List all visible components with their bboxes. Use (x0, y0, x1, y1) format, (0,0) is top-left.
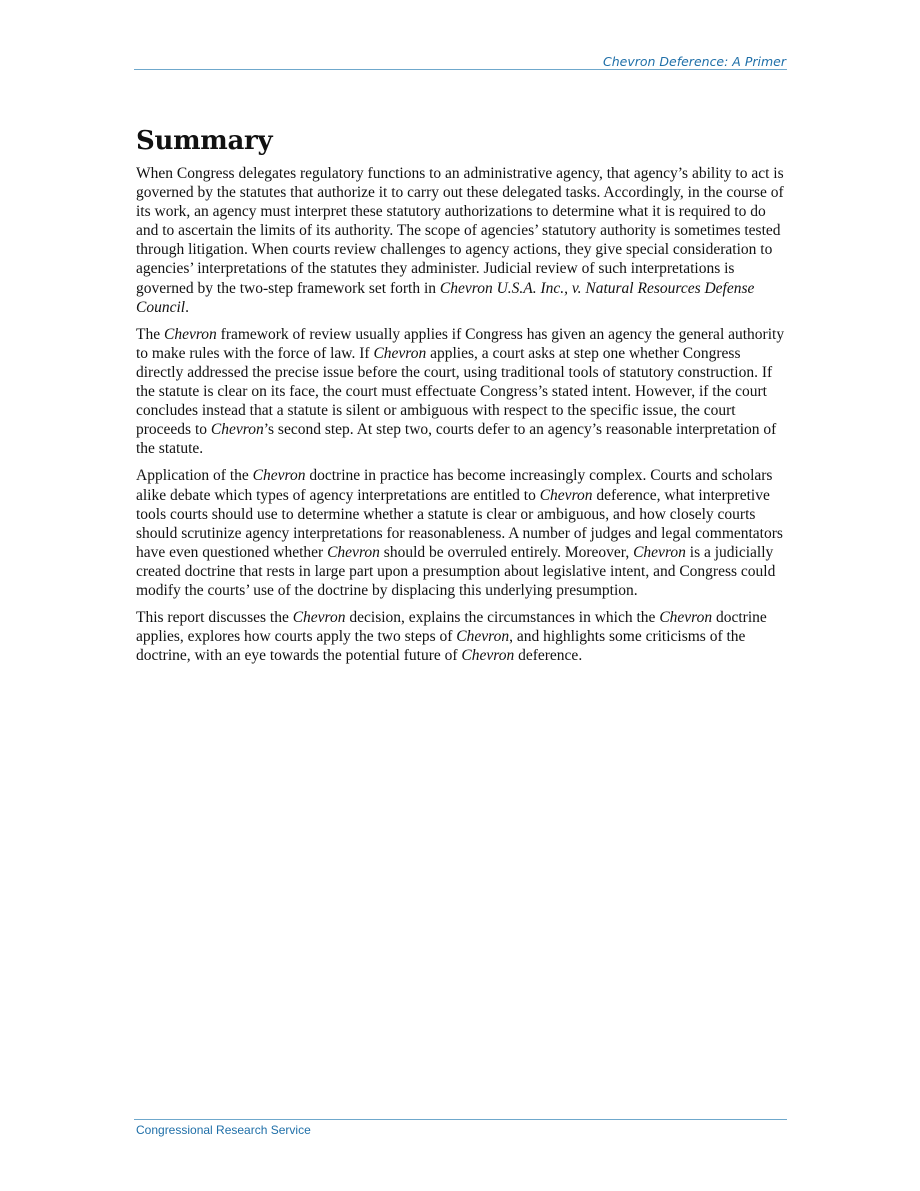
text-run: deference. (514, 647, 583, 665)
text-run: doctrine in practice has become increasingly complex. Courts and scholars alike debate which types of agency interpretations are entitled to (136, 467, 773, 504)
paragraph-3 (136, 466, 788, 600)
italic-term: Chevron (252, 467, 306, 485)
italic-term: Chevron (210, 421, 264, 439)
text-run: applies, a court asks at step one whether Congress directly addressed the precise issue before the court, using traditional tools of statutory construction. If the statute is clear on its face, the court must effectuate Congress’s stated intent. However, if the court concludes instead that a statute is silent or ambiguous with respect to the specific issue, the court proceeds to (136, 344, 773, 439)
text-run: , and highlights some criticisms of the doctrine, with an eye towards the potential future of (136, 628, 746, 665)
text-run: is a judicially created doctrine that rests in large part upon a presumption about legislative intent, and Congress could modify the courts’ use of the doctrine by displacing this underlying presumption. (136, 543, 776, 599)
case-citation: Chevron U.S.A. Inc., v. Natural Resources Defense Council (136, 279, 755, 316)
italic-term: Chevron (633, 543, 686, 561)
italic-term: Chevron (539, 486, 593, 504)
text-run: decision, explains the circumstances in which the (345, 609, 660, 627)
text-run: deference, what interpretive tools courts should use to determine whether a statute is clear or ambiguous, and how closely courts should scrutinize agency interpretations for reasonableness. A number of judges and legal commentators have even questioned whether (136, 486, 783, 561)
text-run: The (136, 325, 164, 343)
footer-publisher: Congressional Research Service (136, 1123, 311, 1137)
text-run: framework of review usually applies if Congress has given an agency the general authority to make rules with the force of law. If (136, 325, 785, 362)
italic-term: Chevron (659, 609, 713, 627)
text-run: doctrine applies, explores how courts apply the two steps of (136, 609, 767, 646)
summary-section (136, 124, 788, 673)
running-header-title: Chevron Deference: A Primer (602, 54, 786, 69)
text-run: Application of the (136, 467, 253, 485)
italic-term: Chevron (461, 647, 515, 665)
paragraph-4 (136, 608, 788, 665)
text-run: This report discusses the (136, 609, 293, 627)
text-run: ’s second step. At step two, courts defer to an agency’s reasonable interpretation of the statute. (136, 421, 777, 458)
paragraph-1 (136, 164, 788, 317)
section-heading: Summary (136, 126, 273, 156)
italic-term: Chevron (163, 325, 217, 343)
italic-term: Chevron (327, 543, 380, 561)
italic-term: Chevron (456, 628, 510, 646)
text-run: When Congress delegates regulatory functions to an administrative agency, that agency’s ability to act is governed by the statutes that authorize it to carry out these delegated tasks. Accordingly, in the course of its work, an agency must interpret these statutory authorizations to determine what it is required to do and to ascertain the limits of its authority. The scope of agencies’ statutory authority is sometimes tested through litigation. When courts review challenges to agency actions, they give special consideration to agencies’ interpretations of the statutes they administer. Judicial review of such interpretations is governed by the two-step framework set forth in (136, 165, 784, 297)
footer-divider (134, 1119, 787, 1120)
italic-term: Chevron (373, 344, 427, 362)
text-run: . (185, 298, 189, 316)
paragraph-2 (136, 325, 788, 459)
header-divider (134, 69, 787, 70)
text-run: should be overruled entirely. Moreover, (379, 543, 634, 561)
italic-term: Chevron (292, 609, 346, 627)
